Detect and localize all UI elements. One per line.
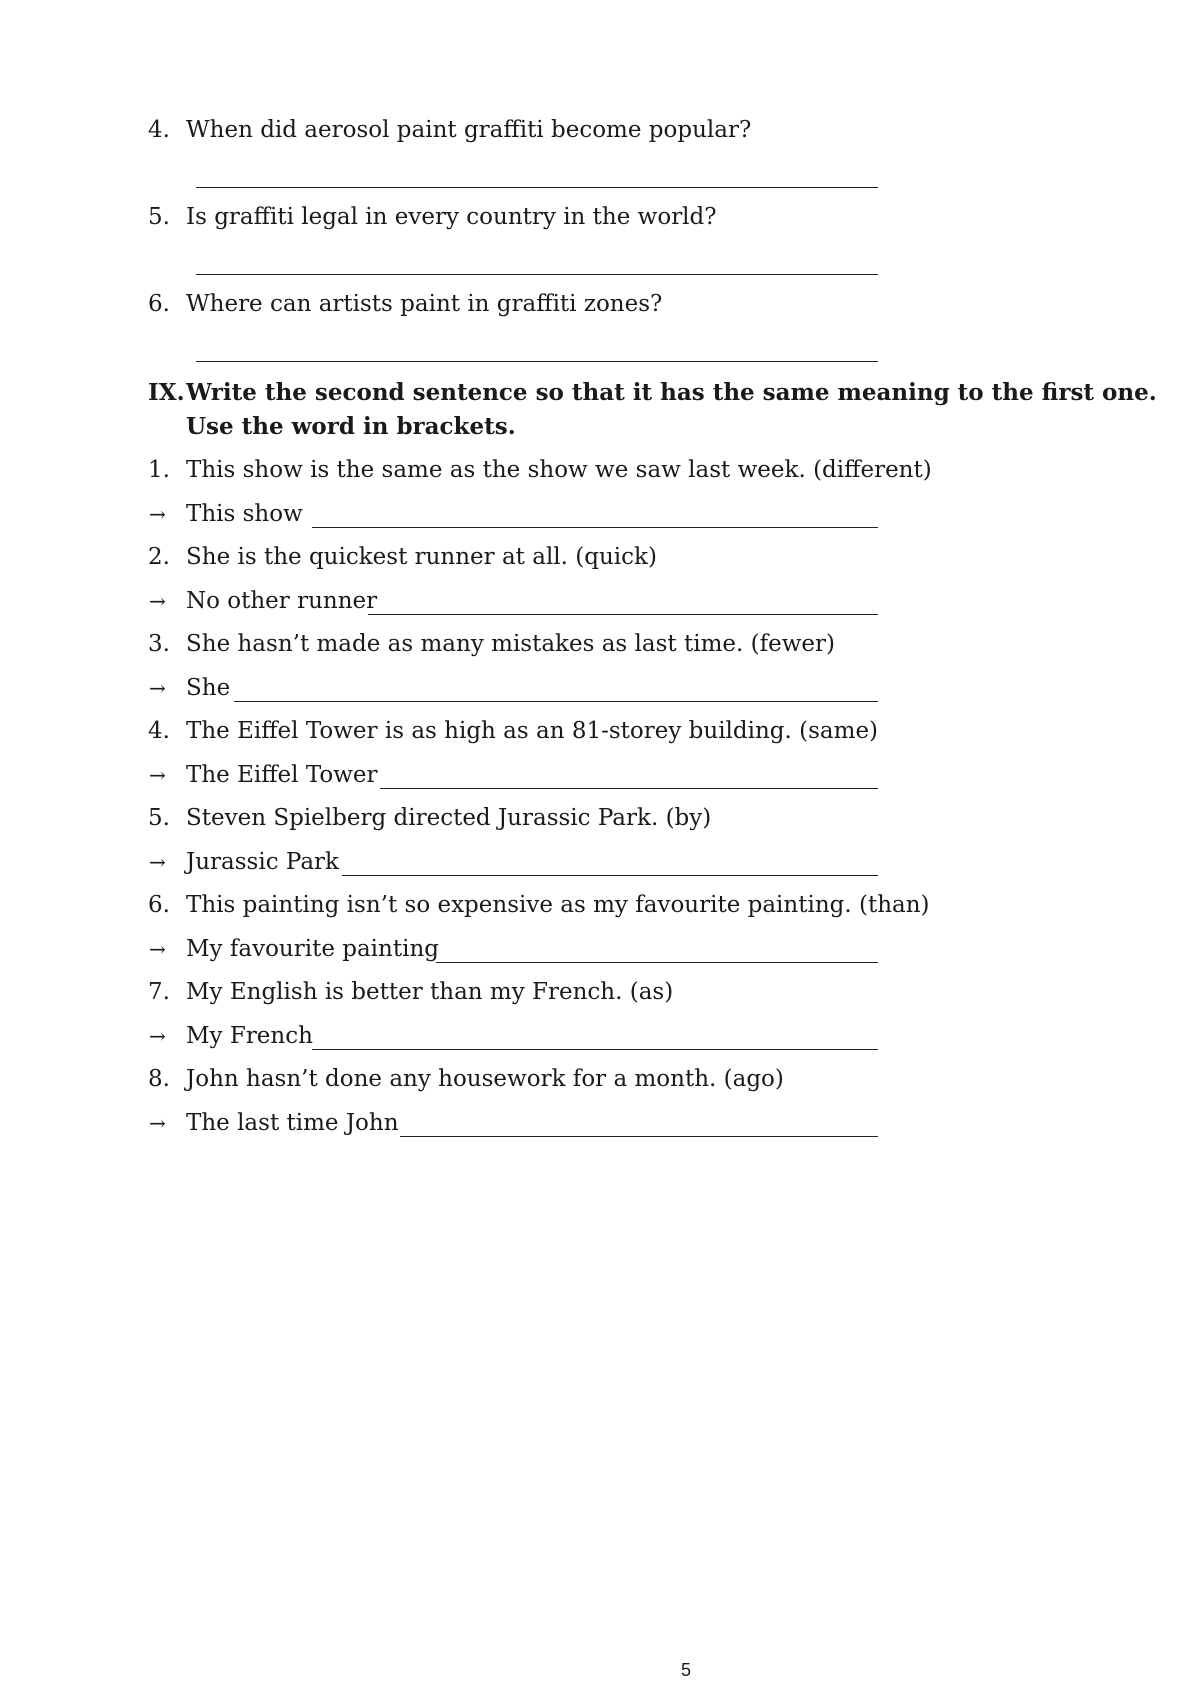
rewrite-item-4 [0,716,1200,756]
item-number: 4. [148,718,170,744]
question-number: 4. [148,117,170,143]
question-4 [0,115,1200,155]
answer-line[interactable] [312,1049,878,1050]
rewrite-answer-6 [0,934,1200,968]
item-sentence: She hasn’t made as many mistakes as last time. (fewer) [186,631,835,657]
question-text: Where can artists paint in graffiti zones? [186,291,663,317]
item-sentence: This show is the same as the show we saw last week. (different) [186,457,932,483]
item-sentence: She is the quickest runner at all. (quick) [186,544,657,570]
item-number: 2. [148,544,170,570]
answer-stem: The Eiffel Tower [186,762,378,788]
answer-stem: Jurassic Park [186,849,339,875]
arrow-icon: → [149,850,166,874]
rewrite-item-8 [0,1064,1200,1104]
item-number: 3. [148,631,170,657]
rewrite-answer-3 [0,673,1200,707]
item-number: 7. [148,979,170,1005]
answer-line[interactable] [312,527,878,528]
question-text: Is graffiti legal in every country in the world? [186,204,717,230]
item-sentence: This painting isn’t so expensive as my favourite painting. (than) [186,892,930,918]
answer-stem: This show [186,501,303,527]
item-number: 1. [148,457,170,483]
rewrite-answer-1 [0,499,1200,533]
rewrite-item-2 [0,542,1200,582]
arrow-icon: → [149,589,166,613]
answer-line[interactable] [400,1136,878,1137]
item-sentence: My English is better than my French. (as) [186,979,674,1005]
answer-stem: She [186,675,231,701]
rewrite-answer-2 [0,586,1200,620]
answer-line[interactable] [342,875,878,876]
arrow-icon: → [149,1024,166,1048]
item-number: 6. [148,892,170,918]
question-number: 6. [148,291,170,317]
item-sentence: John hasn’t done any housework for a month. (ago) [186,1066,784,1092]
arrow-icon: → [149,763,166,787]
rewrite-answer-7 [0,1021,1200,1055]
section-title-line-2: Use the word in brackets. [186,413,516,440]
rewrite-item-3 [0,629,1200,669]
arrow-icon: → [149,937,166,961]
section-title-line-1: Write the second sentence so that it has the same meaning to the first one. [186,379,1157,406]
answer-line[interactable] [380,788,878,789]
rewrite-item-6 [0,890,1200,930]
answer-stem: No other runner [186,588,378,614]
rewrite-item-1 [0,455,1200,495]
item-sentence: Steven Spielberg directed Jurassic Park. (by) [186,805,712,831]
answer-line[interactable] [368,614,878,615]
rewrite-answer-5 [0,847,1200,881]
answer-line[interactable] [436,962,878,963]
arrow-icon: → [149,676,166,700]
rewrite-answer-8 [0,1108,1200,1142]
answer-stem: My French [186,1023,313,1049]
rewrite-answer-4 [0,760,1200,794]
answer-line[interactable] [196,187,878,188]
question-5 [0,202,1200,242]
question-text: When did aerosol paint graffiti become popular? [186,117,752,143]
answer-stem: The last time John [186,1110,399,1136]
answer-stem: My favourite painting [186,936,439,962]
question-number: 5. [148,204,170,230]
answer-line[interactable] [196,361,878,362]
rewrite-item-7 [0,977,1200,1017]
question-6 [0,289,1200,329]
answer-line[interactable] [196,274,878,275]
answer-line[interactable] [234,701,878,702]
item-number: 8. [148,1066,170,1092]
arrow-icon: → [149,1111,166,1135]
section-numeral: IX. [148,379,185,406]
item-number: 5. [148,805,170,831]
arrow-icon: → [149,502,166,526]
page-number: 5 [680,1660,691,1680]
rewrite-item-5 [0,803,1200,843]
item-sentence: The Eiffel Tower is as high as an 81-storey building. (same) [186,718,879,744]
